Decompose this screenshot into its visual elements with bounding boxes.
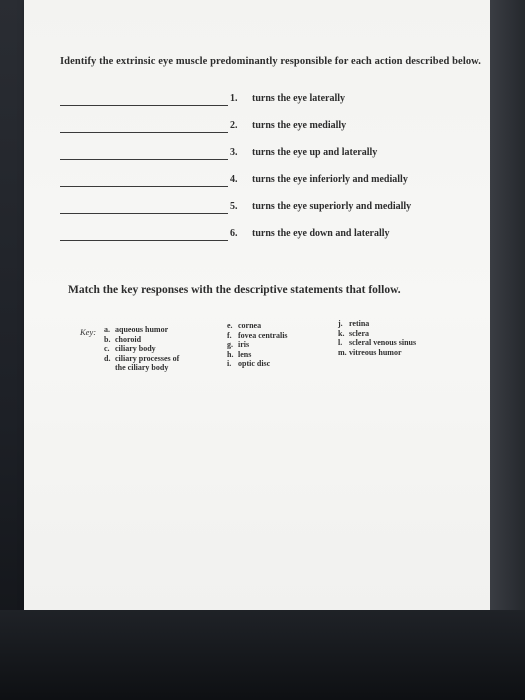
- question-row: [60, 93, 440, 109]
- background-floor: [0, 610, 525, 700]
- question-text: turns the eye superiorly and medially: [252, 201, 412, 212]
- answer-blank: [60, 132, 228, 133]
- key-item: i. optic disc: [227, 359, 271, 368]
- question-number: 3.: [230, 147, 238, 158]
- key-item: g. iris: [227, 340, 250, 349]
- question-row: [60, 147, 440, 163]
- question-row: [60, 228, 440, 244]
- answer-blank: [60, 240, 228, 241]
- answer-blank: [60, 213, 228, 214]
- worksheet-page: [24, 0, 490, 610]
- key-item: l. scleral venous sinus: [338, 338, 417, 347]
- instructions-text: Identify the extrinsic eye muscle predominantly responsible for each action described below.: [60, 56, 482, 67]
- answer-blank: [60, 159, 228, 160]
- question-row: [60, 120, 440, 136]
- key-item: b. choroid: [104, 334, 142, 344]
- question-text: turns the eye down and laterally: [252, 228, 390, 239]
- key-label: Key:: [80, 327, 97, 337]
- key-item: the ciliary body: [115, 363, 169, 372]
- answer-blank: [60, 186, 228, 187]
- key-item: k. sclera: [338, 328, 369, 338]
- key-item: d. ciliary processes of: [104, 353, 180, 363]
- question-number: 1.: [230, 93, 238, 104]
- answer-blank: [60, 105, 228, 106]
- key-item: e. cornea: [227, 321, 262, 330]
- match-heading: Match the key responses with the descriptive statements that follow.: [68, 284, 401, 296]
- question-text: turns the eye inferiorly and medially: [252, 174, 408, 185]
- key-item: j. retina: [338, 319, 370, 328]
- key-item: m. vitreous humor: [338, 347, 402, 357]
- question-number: 4.: [230, 174, 238, 185]
- question-number: 6.: [230, 228, 238, 239]
- key-column-2: [227, 321, 288, 369]
- key-column-3: [338, 319, 416, 357]
- question-number: 2.: [230, 120, 238, 131]
- question-text: turns the eye up and laterally: [252, 147, 378, 158]
- question-text: turns the eye medially: [252, 120, 347, 131]
- question-number: 5.: [230, 201, 238, 212]
- question-text: turns the eye laterally: [252, 93, 346, 104]
- question-row: [60, 201, 440, 217]
- key-item: a. aqueous humor: [104, 325, 169, 334]
- background-edge: [490, 0, 525, 610]
- key-item: h. lens: [227, 349, 252, 359]
- question-row: [60, 174, 440, 190]
- key-column-1: [104, 325, 179, 373]
- key-item: c. ciliary body: [104, 344, 156, 353]
- key-item: f. fovea centralis: [227, 330, 288, 340]
